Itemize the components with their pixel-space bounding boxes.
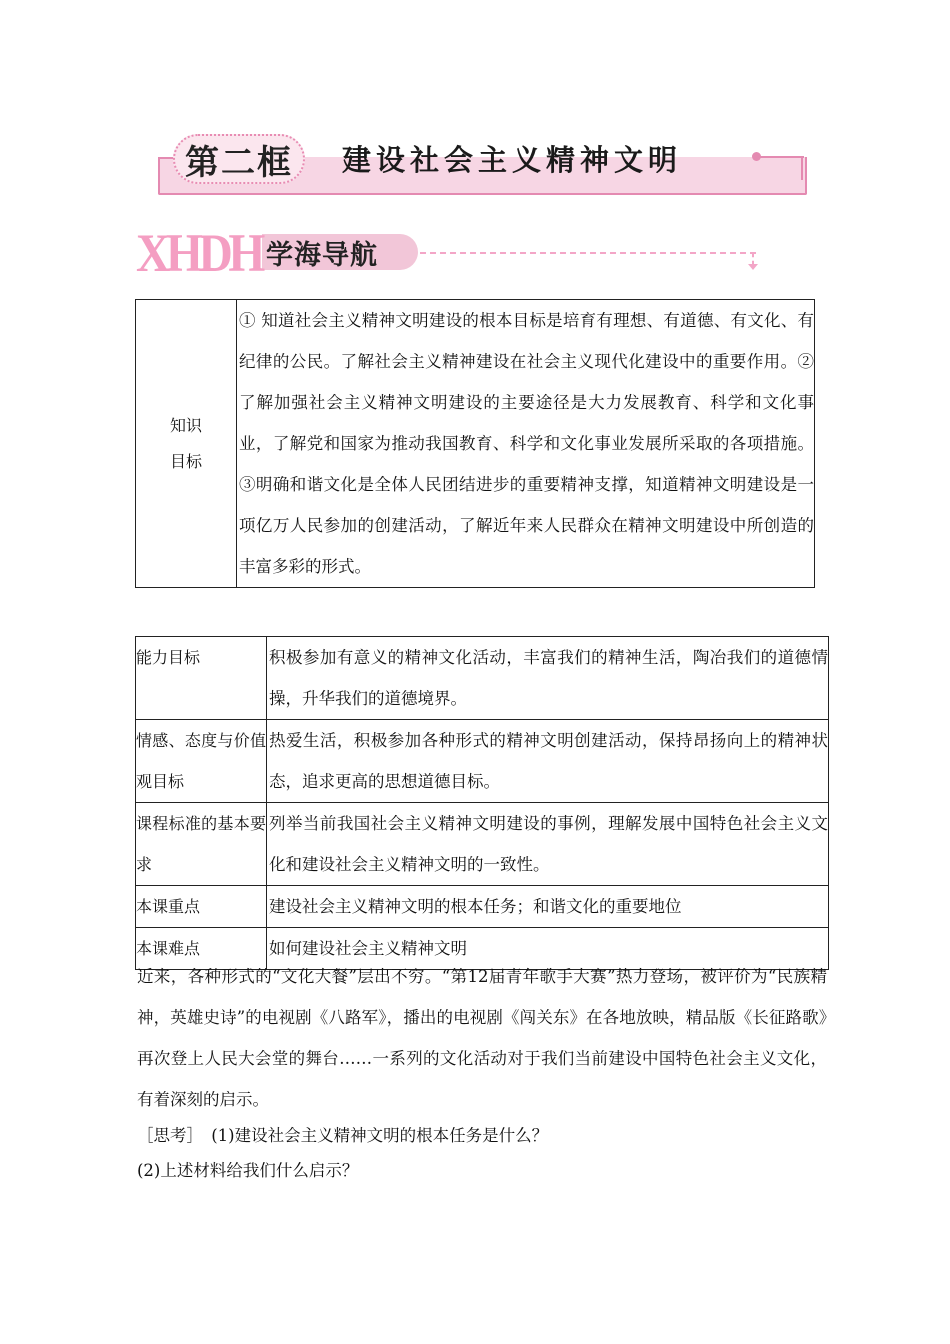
objective-label: 本课重点 [136, 886, 267, 928]
banner-rule-right [760, 156, 804, 158]
objective-content: 列举当前我国社会主义精神文明建设的事例，理解发展中国特色社会主义文化和建设社会主义精神文明的一致性。 [267, 803, 829, 886]
banner-rule-drop [801, 156, 803, 180]
objective-label: 能力目标 [136, 637, 267, 720]
nav-banner-label: 学海导航 [266, 240, 378, 271]
table-row [136, 300, 815, 588]
table-row [136, 803, 829, 886]
table-row [136, 720, 829, 803]
section-badge [173, 134, 305, 184]
table-row [136, 886, 829, 928]
xhdh-logo: XHDH [136, 223, 261, 283]
page-title: 建设社会主义精神文明 [342, 143, 683, 177]
objective-content: 积极参加有意义的精神文化活动，丰富我们的精神生活，陶冶我们的道德情操，升华我们的道德境界。 [267, 637, 829, 720]
objective-content: 建设社会主义精神文明的根本任务；和谐文化的重要地位 [267, 886, 829, 928]
knowledge-goals-table [135, 299, 815, 588]
banner-dot-icon [752, 152, 761, 161]
material-passage: 近来，各种形式的“文化大餐”层出不穷。“第12届青年歌手大赛”热力登场，被评价为“民族精神，英雄史诗”的电视剧《八路军》，播出的电视剧《闯关东》在各地放映，精品版《长征路歌》再次登上人民大会堂的舞台……一系列的文化活动对于我们当前建设中国特色社会主义文化，有着深刻的启示。 [137, 967, 827, 1109]
knowledge-goals-content: ① 知道社会主义精神文明建设的根本目标是培育有理想、有道德、有文化、有纪律的公民。了解社会主义精神建设在社会主义现代化建设中的重要作用。②了解加强社会主义精神文明建设的主要途径是大力发展教育、科学和文化事业，了解党和国家为推动我国教育、科学和文化事业发展所采取的各项措施。③明确和谐文化是全体人民团结进步的重要精神支撑，知道精神文明建设是一项亿万人民参加的创建活动，了解近年来人民群众在精神文明建设中所创造的丰富多彩的形式。 [237, 300, 815, 588]
section-badge-text: 第二框 [185, 142, 293, 183]
objective-content: 如何建设社会主义精神文明 [267, 928, 829, 970]
table-row [136, 637, 829, 720]
knowledge-goals-label-line1: 知识 [169, 415, 202, 435]
question-1: ［思考］ (1)建设社会主义精神文明的根本任务是什么？ [137, 1126, 549, 1145]
objective-content: 热爱生活，积极参加各种形式的精神文明创建活动，保持昂扬向上的精神状态，追求更高的思想道德目标。 [267, 720, 829, 803]
question-2: (2)上述材料给我们什么启示？ [137, 1161, 359, 1180]
knowledge-goals-label-cell [136, 300, 237, 588]
knowledge-goals-label-line2: 目标 [169, 451, 202, 471]
nav-banner-dashed-rule [420, 252, 756, 254]
objective-label: 课程标准的基本要求 [136, 803, 267, 886]
objectives-table [135, 636, 829, 970]
objective-label: 本课难点 [136, 928, 267, 970]
arrow-down-icon [748, 264, 758, 270]
objective-label: 情感、态度与价值观目标 [136, 720, 267, 803]
